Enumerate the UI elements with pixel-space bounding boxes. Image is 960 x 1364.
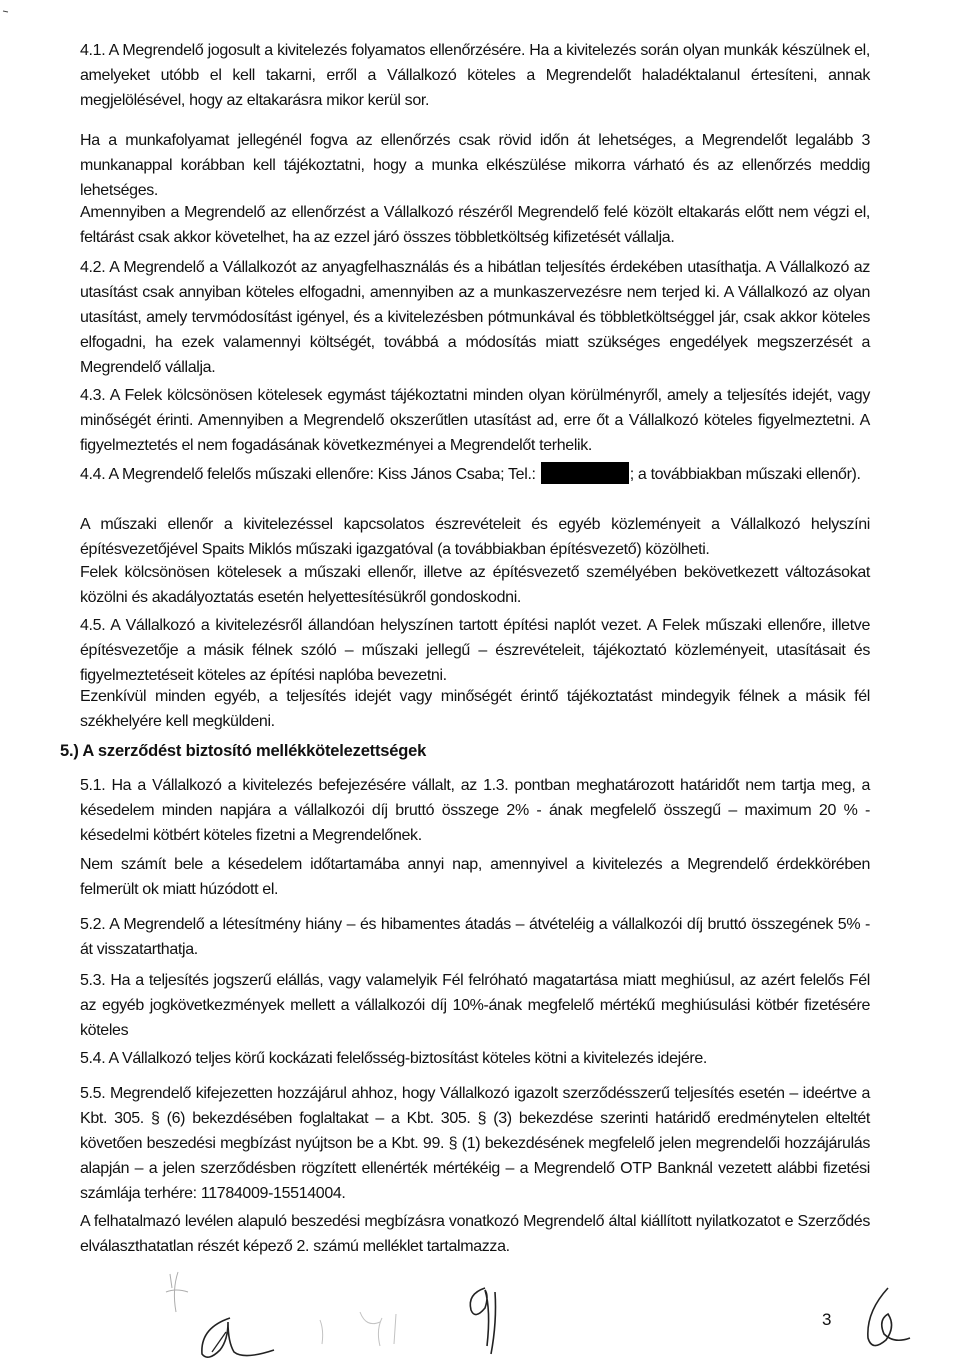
paragraph-4-5-b: Ezenkívül minden egyéb, a teljesítés idejét vagy minőségét érintő tájékoztatást mindegyik félnek a másik fél székhelyére kell megküldeni. — [80, 688, 870, 730]
paragraph-4-4-c: Felek kölcsönösen kötelesek a műszaki ellenőr, illetve az építésvezető személyében bekövetkezett változásokat közölni és akadályoztatás esetén helyettesítésükről gondoskodni. — [80, 564, 870, 606]
paragraph-4-4-b: A műszaki ellenőr a kivitelezéssel kapcsolatos észrevételeit és egyéb közleményeit a Vállalkozó helyszíni építésvezetőjével Spaits Miklós műszaki igazgatóval (a továbbiakban építésvezető) közölheti. — [80, 516, 870, 558]
signature-initials-2 — [455, 1282, 515, 1362]
paragraph-4-1: 4.1. A Megrendelő jogosult a kivitelezés folyamatos ellenőrzésére. Ha a kivitelezés során olyan munkák készülnek el, amelyeket utóbb el kell takarni, erről a Vállalkozó köteles a Megrendelőt haladéktalanul értesíteni, annak megjelölésével, hogy az eltakarásra mikor kerül sor. — [80, 42, 870, 109]
signature-initials-3 — [858, 1284, 918, 1356]
paragraph-4-1-b: Ha a munkafolyamat jellegénél fogva az ellenőrzés csak rövid időn át lehetséges, a Megrendelőt legalább 3 munkanappal korábban kell tájékoztatni, hogy a munka elkészülése mikorra várható és az ellenőrzés meddig lehetséges. — [80, 132, 870, 199]
paragraph-5-6: A felhatalmazó levélen alapuló beszedési megbízásra vonatkozó Megrendelő által kiállított nyilatkozatot e Szerződés elválaszthatatlan részét képező 2. számú melléklet tartalmazza. — [80, 1213, 870, 1255]
paragraph-5-3: 5.3. Ha a teljesítés jogszerű elállás, vagy valamelyik Fél felróható magatartása miatt meghiúsul, az azért felelős Fél az egyéb jogkövetkezmények mellett a vállalkozói díj 10%-ának megfelelő mértékű meghiúsulási kötbér fizetésére köteles — [80, 972, 870, 1039]
paragraph-5-2: 5.2. A Megrendelő a létesítmény hiány – és hibamentes átadás – átvételéig a vállalkozói díj bruttó összegének 5% - át visszatarthatja. — [80, 916, 870, 958]
paragraph-4-2: 4.2. A Megrendelő a Vállalkozót az anyagfelhasználás és a hibátlan teljesítés érdekében utasíthatja. A Vállalkozó az utasítást csak annyiban köteles elfogadni, amennyiben az a munkaszervezésre nem terjed ki. A Vállalkozó az olyan utasítást, amely tervmódosítást igényel, és a kivitelezésben pótmunkával és többletköltséggel jár, csak akkor köteles elfogadni, ha ezek valamennyi költségét, továbbá a módosítás miatt szükséges engedélyek megszerzését a Megrendelő vállalja. — [80, 259, 870, 376]
paragraph-5-5: 5.5. Megrendelő kifejezetten hozzájárul ahhoz, hogy Vállalkozó igazolt szerződésszerű teljesítés esetén – ideértve a Kbt. 305. § (6) bekezdésében foglaltakat – a Kbt. 305. § (3) bekezdése szerinti határidő eredménytelen elteltét követően beszedési megbízást nyújtson be a Kbt. 99. § (1) bekezdésének megfelelő jelen megrendelői hozzájárulás alapján – a jelen szerződésben rögzített ellenérték mértékéig – a Megrendelő OTP Banknál vezetett alábbi fizetési számlája terhére: 11784009-15514004. — [80, 1085, 870, 1202]
signature-faint — [300, 1300, 430, 1360]
section-5-heading: 5.) A szerződést biztosító mellékkötelezettségek — [60, 742, 427, 760]
scan-mark — [2, 8, 12, 18]
redacted-phone-block — [541, 462, 629, 484]
paragraph-5-1-b: Nem számít bele a késedelem időtartamába annyi nap, amennyivel a kivitelezés a Megrendelő érdekkörében felmerült ok miatt húzódott el. — [80, 856, 870, 898]
paragraph-4-5: 4.5. A Vállalkozó a kivitelezésről állandóan helyszínen tartott építési naplót vezet. A Felek műszaki ellenőre, illetve építésvezetője a másik félnek szóló – műszaki jellegű – észrevételeit, tájékoztató közleményeit, utasításait és figyelmeztetéseit köteles az építési naplóba bevezetni. — [80, 617, 870, 684]
paragraph-5-4: 5.4. A Vállalkozó teljes körű kockázati felelősség-biztosítást köteles kötni a kivitelezés idejére. — [80, 1050, 708, 1067]
paragraph-5-1: 5.1. Ha a Vállalkozó a kivitelezés befejezésére vállalt, az 1.3. pontban meghatározott határidőt nem tartja meg, a késedelem minden napjára a vállalkozói díj bruttó összege 2% - ának megfelelő összegű – maximum 20 % - késedelmi kötbért köteles fizetni a Megrendelőnek. — [80, 777, 870, 844]
signature-initials-1 — [130, 1268, 280, 1364]
paragraph-4-1-c: Amennyiben a Megrendelő az ellenőrzést a Vállalkozó részéről Megrendelő felé közölt eltakarás előtt nem végzi el, feltárást csak akkor követelhet, ha az ezzel járó összes többletköltség kifizetését vállalja. — [80, 204, 870, 246]
paragraph-4-4 — [80, 462, 870, 487]
page-number: 3 — [822, 1310, 832, 1329]
paragraph-4-3: 4.3. A Felek kölcsönösen kötelesek egymást tájékoztatni minden olyan körülményről, amely a teljesítés idejét, vagy minőségét érinti. Amennyiben a Megrendelő okszerűtlen utasítást ad, erre őt a Vállalkozó köteles figyelmeztetni. A figyelmeztetés el nem fogadásának következményei a Megrendelőt terhelik. — [80, 387, 870, 454]
paragraph-4-4-text: 4.4. A Megrendelő felelős műszaki ellenőre: Kiss János Csaba; Tel.: — [80, 466, 540, 483]
paragraph-4-4-text-end: ; a továbbiakban műszaki ellenőr). — [629, 466, 861, 483]
